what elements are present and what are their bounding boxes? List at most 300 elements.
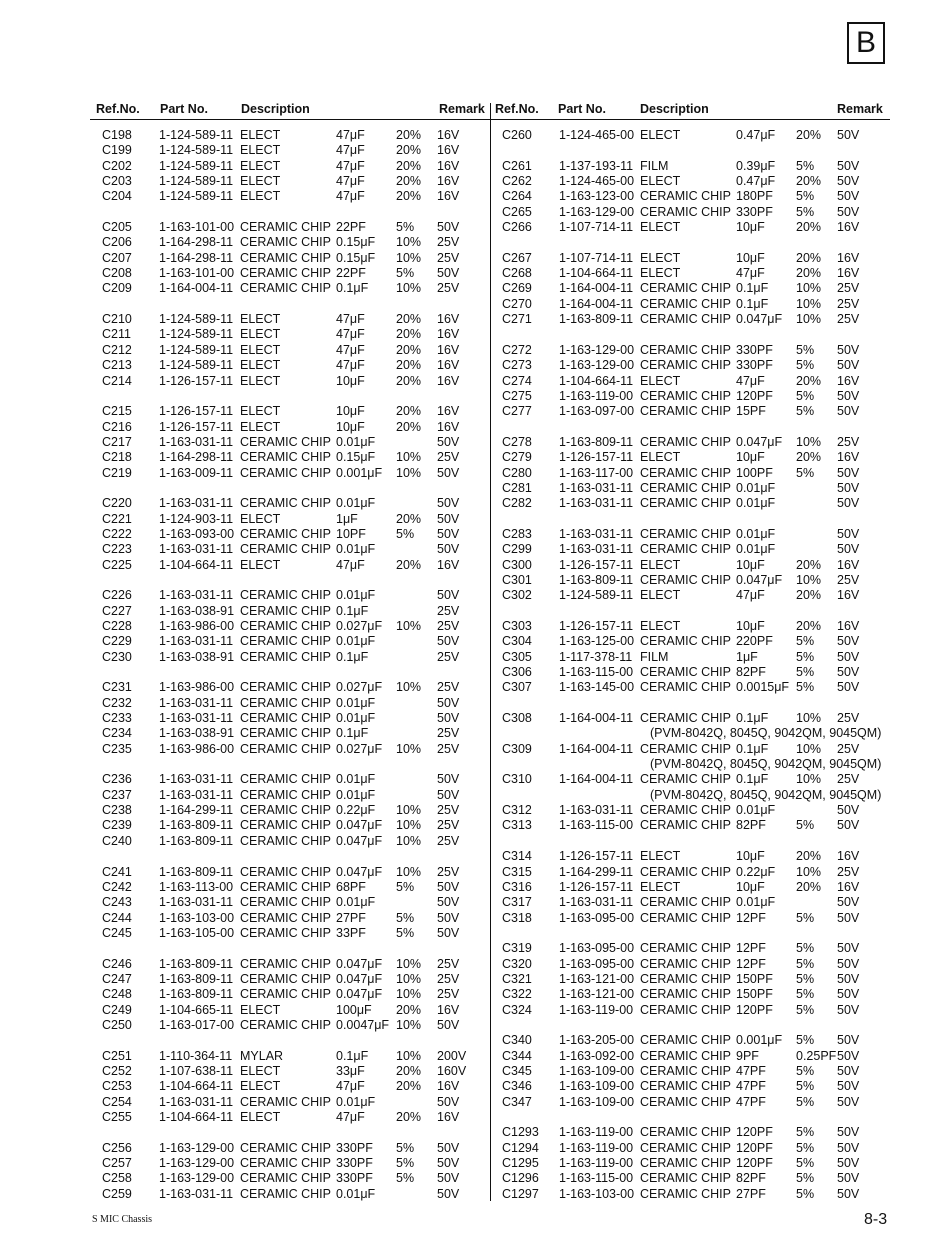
- description-cell: ELECT: [240, 327, 281, 342]
- voltage-cell: 25V: [837, 434, 860, 449]
- value-cell: 0.01μF: [736, 480, 776, 495]
- voltage-cell: 50V: [837, 680, 860, 695]
- column-divider: [490, 103, 491, 1201]
- value-cell: 27PF: [336, 910, 366, 925]
- part-no-cell: 1-163-038-91: [159, 649, 235, 664]
- tolerance-cell: 10%: [796, 741, 822, 756]
- part-no-cell: 1-163-129-00: [559, 342, 635, 357]
- table-row: [92, 895, 490, 910]
- ref-no-cell: C223: [102, 542, 132, 557]
- part-no-cell: 1-163-986-00: [159, 619, 235, 633]
- tolerance-cell: 5%: [796, 1079, 815, 1094]
- table-row: [92, 865, 490, 880]
- table-row: [92, 1018, 490, 1033]
- description-cell: CERAMIC CHIP: [640, 572, 731, 587]
- table-row: [92, 143, 490, 158]
- part-no-cell: 1-163-101-00: [159, 266, 235, 281]
- table-row: [492, 849, 890, 864]
- value-cell: 12PF: [736, 910, 766, 925]
- table-row: [492, 189, 890, 204]
- ref-no-cell: C248: [102, 987, 132, 1002]
- part-no-cell: 1-107-714-11: [559, 220, 634, 235]
- part-no-cell: 1-163-031-11: [159, 588, 234, 603]
- ref-no-cell: C309: [502, 741, 532, 756]
- voltage-cell: 25V: [437, 250, 460, 265]
- table-row: [492, 466, 890, 481]
- ref-no-cell: C233: [102, 711, 132, 726]
- voltage-cell: 16V: [837, 879, 860, 894]
- table-row: [92, 189, 490, 204]
- ref-no-cell: C310: [502, 772, 532, 787]
- value-cell: 330PF: [336, 1140, 373, 1155]
- header-part-no: Part No.: [160, 102, 208, 116]
- value-cell: 0.1μF: [336, 603, 369, 618]
- tolerance-cell: 5%: [796, 665, 815, 680]
- part-no-cell: 1-126-157-11: [159, 373, 234, 388]
- tolerance-cell: 20%: [796, 128, 822, 142]
- ref-no-cell: C250: [102, 1017, 132, 1032]
- voltage-cell: 16V: [837, 220, 860, 235]
- value-cell: 47μF: [336, 1079, 365, 1094]
- value-cell: 0.1μF: [736, 772, 769, 787]
- tolerance-cell: 5%: [796, 818, 815, 833]
- table-row: [92, 696, 490, 711]
- tolerance-cell: 10%: [396, 971, 422, 986]
- value-cell: 0.047μF: [336, 864, 383, 879]
- description-cell: ELECT: [640, 849, 681, 864]
- part-no-cell: 1-163-031-11: [159, 895, 234, 910]
- description-cell: CERAMIC CHIP: [640, 1063, 731, 1078]
- part-no-cell: 1-163-986-00: [159, 680, 235, 695]
- voltage-cell: 25V: [437, 741, 460, 756]
- list-item-note: [492, 726, 890, 741]
- row-spacer: [92, 297, 490, 312]
- part-no-cell: 1-163-031-11: [159, 434, 234, 449]
- tolerance-cell: 10%: [796, 864, 822, 879]
- tolerance-cell: 5%: [796, 388, 815, 403]
- part-no-cell: 1-126-157-11: [159, 419, 234, 434]
- voltage-cell: 16V: [437, 312, 460, 327]
- ref-no-cell: C204: [102, 189, 132, 204]
- tolerance-cell: 20%: [396, 143, 422, 158]
- description-cell: CERAMIC CHIP: [640, 1033, 731, 1048]
- part-no-cell: 1-163-123-00: [559, 189, 635, 204]
- part-no-cell: 1-126-157-11: [559, 450, 634, 465]
- value-cell: 0.001μF: [336, 465, 383, 480]
- description-cell: CERAMIC CHIP: [640, 388, 731, 403]
- ref-no-cell: C260: [502, 128, 532, 142]
- part-no-cell: 1-163-205-00: [559, 1033, 635, 1048]
- part-no-cell: 1-124-589-11: [159, 143, 234, 158]
- voltage-cell: 50V: [437, 772, 460, 787]
- value-cell: 0.047μF: [736, 572, 783, 587]
- tolerance-cell: 5%: [396, 526, 415, 541]
- value-cell: 82PF: [736, 818, 766, 833]
- ref-no-cell: C301: [502, 572, 532, 587]
- value-cell: 0.1μF: [736, 296, 769, 311]
- value-cell: 47μF: [736, 373, 765, 388]
- value-cell: 0.0047μF: [336, 1017, 390, 1032]
- description-cell: CERAMIC CHIP: [240, 496, 331, 511]
- ref-no-cell: C320: [502, 956, 532, 971]
- part-no-cell: 1-163-095-00: [559, 956, 635, 971]
- part-no-cell: 1-163-809-11: [159, 956, 234, 971]
- value-cell: 0.15μF: [336, 450, 376, 465]
- value-cell: 0.22μF: [336, 803, 376, 818]
- row-spacer: [92, 665, 490, 680]
- table-row: [92, 251, 490, 266]
- table-row: [492, 558, 890, 573]
- ref-no-cell: C346: [502, 1079, 532, 1094]
- table-row: [92, 972, 490, 987]
- value-cell: 0.1μF: [736, 741, 769, 756]
- part-no-cell: 1-163-809-11: [159, 971, 234, 986]
- table-row: [92, 435, 490, 450]
- ref-no-cell: C324: [502, 1002, 532, 1017]
- tolerance-cell: 20%: [396, 511, 422, 526]
- value-cell: 330PF: [336, 1171, 373, 1186]
- voltage-cell: 50V: [837, 342, 860, 357]
- description-cell: MYLAR: [240, 1048, 284, 1063]
- value-cell: 0.027μF: [336, 619, 383, 633]
- table-row: [492, 987, 890, 1002]
- ref-no-cell: C238: [102, 803, 132, 818]
- table-row: [492, 1095, 890, 1110]
- part-no-cell: 1-163-031-11: [559, 803, 634, 818]
- tolerance-cell: 5%: [796, 1033, 815, 1048]
- voltage-cell: 50V: [837, 1033, 860, 1048]
- voltage-cell: 50V: [437, 220, 460, 235]
- voltage-cell: 50V: [437, 1017, 460, 1032]
- description-cell: ELECT: [240, 312, 281, 327]
- value-cell: 0.047μF: [336, 818, 383, 833]
- value-cell: 150PF: [736, 987, 773, 1002]
- table-row: [492, 527, 890, 542]
- tolerance-cell: 10%: [796, 281, 822, 296]
- ref-no-cell: C270: [502, 296, 532, 311]
- part-no-cell: 1-163-129-00: [559, 358, 635, 373]
- voltage-cell: 16V: [437, 189, 460, 204]
- ref-no-cell: C1297: [502, 1186, 539, 1201]
- part-no-cell: 1-163-031-11: [159, 772, 234, 787]
- value-cell: 0.01μF: [736, 526, 776, 541]
- value-cell: 150PF: [736, 971, 773, 986]
- voltage-cell: 200V: [437, 1048, 467, 1063]
- voltage-cell: 16V: [837, 557, 860, 572]
- part-no-cell: 1-107-638-11: [159, 1063, 234, 1078]
- ref-no-cell: C314: [502, 849, 532, 864]
- tolerance-cell: 5%: [796, 1156, 815, 1171]
- table-row: [92, 726, 490, 741]
- ref-no-cell: C245: [102, 925, 132, 940]
- part-no-cell: 1-163-119-00: [559, 1156, 634, 1171]
- value-cell: 10μF: [736, 879, 765, 894]
- ref-no-cell: C228: [102, 619, 132, 633]
- part-no-cell: 1-163-031-11: [159, 634, 234, 649]
- tolerance-cell: 5%: [796, 1140, 815, 1155]
- description-cell: CERAMIC CHIP: [240, 266, 331, 281]
- ref-no-cell: C198: [102, 128, 132, 142]
- ref-no-cell: C267: [502, 250, 532, 265]
- table-row: [92, 880, 490, 895]
- ref-no-cell: C203: [102, 174, 132, 189]
- row-spacer: [492, 327, 890, 342]
- part-no-cell: 1-164-298-11: [159, 450, 234, 465]
- part-no-cell: 1-163-031-11: [159, 787, 234, 802]
- voltage-cell: 16V: [437, 158, 460, 173]
- ref-no-cell: C347: [502, 1094, 532, 1109]
- row-spacer: [92, 757, 490, 772]
- part-no-cell: 1-164-004-11: [559, 711, 634, 726]
- voltage-cell: 50V: [437, 434, 460, 449]
- value-cell: 10μF: [736, 619, 765, 633]
- tolerance-cell: 20%: [396, 1063, 422, 1078]
- part-no-cell: 1-163-117-00: [559, 465, 634, 480]
- ref-no-cell: C1296: [502, 1171, 539, 1186]
- tolerance-cell: 5%: [396, 266, 415, 281]
- description-cell: CERAMIC CHIP: [640, 910, 731, 925]
- description-cell: CERAMIC CHIP: [240, 1156, 331, 1171]
- table-row: [92, 527, 490, 542]
- description-cell: CERAMIC CHIP: [640, 956, 731, 971]
- table-row: [92, 680, 490, 695]
- description-cell: CERAMIC CHIP: [240, 695, 331, 710]
- description-cell: ELECT: [240, 158, 281, 173]
- voltage-cell: 16V: [437, 557, 460, 572]
- ref-no-cell: C303: [502, 619, 532, 633]
- voltage-cell: 50V: [437, 1094, 460, 1109]
- ref-no-cell: C254: [102, 1094, 132, 1109]
- part-no-cell: 1-163-113-00: [159, 879, 234, 894]
- description-cell: CERAMIC CHIP: [640, 342, 731, 357]
- value-cell: 1μF: [736, 649, 758, 664]
- tolerance-cell: 10%: [396, 818, 422, 833]
- ref-no-cell: C253: [102, 1079, 132, 1094]
- description-cell: CERAMIC CHIP: [240, 787, 331, 802]
- value-cell: 0.01μF: [736, 496, 776, 511]
- part-no-cell: 1-163-809-11: [159, 833, 234, 848]
- description-cell: CERAMIC CHIP: [640, 895, 731, 910]
- voltage-cell: 50V: [437, 511, 460, 526]
- ref-no-cell: C246: [102, 956, 132, 971]
- part-no-cell: 1-163-031-11: [559, 895, 634, 910]
- description-cell: ELECT: [240, 174, 281, 189]
- value-cell: 0.01μF: [336, 434, 376, 449]
- table-row: [492, 174, 890, 189]
- table-row: [92, 374, 490, 389]
- header-remark: Remark: [837, 102, 883, 116]
- part-no-cell: 1-104-664-11: [159, 557, 234, 572]
- ref-no-cell: C211: [102, 327, 131, 342]
- table-row: [492, 880, 890, 895]
- voltage-cell: 16V: [437, 143, 460, 158]
- value-cell: 0.47μF: [736, 174, 776, 189]
- table-row: [492, 957, 890, 972]
- part-no-cell: 1-104-665-11: [159, 1002, 234, 1017]
- tolerance-cell: 5%: [796, 189, 815, 204]
- table-row: [92, 957, 490, 972]
- ref-no-cell: C236: [102, 772, 132, 787]
- description-cell: ELECT: [640, 266, 681, 281]
- part-no-cell: 1-163-031-11: [159, 496, 234, 511]
- value-cell: 0.01μF: [336, 711, 376, 726]
- voltage-cell: 50V: [837, 204, 860, 219]
- table-row: [92, 159, 490, 174]
- ref-no-cell: C230: [102, 649, 132, 664]
- table-row: [492, 297, 890, 312]
- value-cell: 47μF: [336, 557, 365, 572]
- part-no-cell: 1-163-103-00: [559, 1186, 635, 1201]
- value-cell: 330PF: [736, 342, 773, 357]
- table-row: [492, 159, 890, 174]
- description-cell: CERAMIC CHIP: [240, 1140, 331, 1155]
- voltage-cell: 50V: [837, 465, 860, 480]
- table-row: [492, 1125, 890, 1140]
- value-cell: 0.1μF: [336, 649, 369, 664]
- ref-no-cell: C221: [102, 511, 132, 526]
- table-row: [92, 404, 490, 419]
- list-item-note: [492, 757, 890, 772]
- value-cell: 0.01μF: [336, 496, 376, 511]
- description-cell: CERAMIC CHIP: [240, 281, 331, 296]
- ref-no-cell: C212: [102, 342, 132, 357]
- table-row: [92, 634, 490, 649]
- value-cell: 0.01μF: [736, 895, 776, 910]
- description-cell: CERAMIC CHIP: [240, 956, 331, 971]
- table-row: [92, 619, 490, 634]
- row-spacer: [92, 573, 490, 588]
- description-cell: ELECT: [640, 373, 681, 388]
- tolerance-cell: 20%: [796, 557, 822, 572]
- ref-no-cell: C216: [102, 419, 132, 434]
- part-no-cell: 1-163-145-00: [559, 680, 635, 695]
- part-no-cell: 1-164-299-11: [159, 803, 234, 818]
- description-cell: ELECT: [240, 358, 281, 373]
- table-row: [492, 665, 890, 680]
- voltage-cell: 50V: [837, 941, 860, 956]
- description-cell: CERAMIC CHIP: [640, 1048, 731, 1063]
- part-no-cell: 1-164-004-11: [559, 296, 634, 311]
- voltage-cell: 50V: [837, 971, 860, 986]
- ref-no-cell: C219: [102, 465, 132, 480]
- part-no-cell: 1-124-465-00: [559, 128, 635, 142]
- value-cell: 33μF: [336, 1063, 365, 1078]
- description-cell: ELECT: [640, 557, 681, 572]
- table-row: [492, 619, 890, 634]
- description-cell: ELECT: [640, 588, 681, 603]
- part-no-cell: 1-126-157-11: [559, 879, 634, 894]
- ref-no-cell: C268: [502, 266, 532, 281]
- description-cell: ELECT: [640, 128, 681, 142]
- table-row: [492, 895, 890, 910]
- description-cell: CERAMIC CHIP: [640, 971, 731, 986]
- value-cell: 47μF: [736, 266, 765, 281]
- voltage-cell: 25V: [437, 864, 460, 879]
- description-cell: CERAMIC CHIP: [640, 189, 731, 204]
- ref-no-cell: C300: [502, 557, 532, 572]
- part-no-cell: 1-164-298-11: [159, 250, 234, 265]
- table-row: [492, 972, 890, 987]
- description-cell: FILM: [640, 649, 669, 664]
- ref-no-cell: C316: [502, 879, 532, 894]
- voltage-cell: 50V: [837, 542, 860, 557]
- description-cell: CERAMIC CHIP: [640, 1156, 731, 1171]
- table-row: [492, 865, 890, 880]
- tolerance-cell: 10%: [796, 711, 822, 726]
- tolerance-cell: 5%: [796, 1094, 815, 1109]
- table-row: [92, 128, 490, 143]
- tolerance-cell: 5%: [796, 941, 815, 956]
- value-cell: 0.01μF: [336, 634, 376, 649]
- ref-no-cell: C207: [102, 250, 132, 265]
- description-cell: ELECT: [240, 342, 281, 357]
- table-row: [92, 420, 490, 435]
- part-no-cell: 1-163-031-11: [159, 1094, 234, 1109]
- tolerance-cell: 10%: [396, 803, 422, 818]
- ref-no-cell: C213: [102, 358, 132, 373]
- table-row: [492, 450, 890, 465]
- ref-no-cell: C218: [102, 450, 132, 465]
- ref-no-cell: C232: [102, 695, 132, 710]
- ref-no-cell: C205: [102, 220, 132, 235]
- table-row: [92, 512, 490, 527]
- voltage-cell: 25V: [437, 803, 460, 818]
- table-row: [92, 466, 490, 481]
- footer-chassis-name: S MIC Chassis: [92, 1214, 153, 1225]
- voltage-cell: 16V: [837, 849, 860, 864]
- table-row: [92, 327, 490, 342]
- tolerance-cell: 10%: [396, 250, 422, 265]
- ref-no-cell: C241: [102, 864, 132, 879]
- table-row: [92, 604, 490, 619]
- ref-no-cell: C345: [502, 1063, 532, 1078]
- part-no-cell: 1-124-589-11: [159, 128, 234, 142]
- part-no-cell: 1-164-004-11: [559, 772, 634, 787]
- voltage-cell: 25V: [437, 833, 460, 848]
- table-row: [92, 174, 490, 189]
- value-cell: 0.01μF: [736, 803, 776, 818]
- part-no-cell: 1-163-809-11: [559, 434, 634, 449]
- table-row: [492, 1003, 890, 1018]
- ref-no-cell: C235: [102, 741, 132, 756]
- table-row: [492, 358, 890, 373]
- part-no-cell: 1-163-092-00: [559, 1048, 635, 1063]
- table-row: [92, 803, 490, 818]
- table-row: [492, 1079, 890, 1094]
- ref-no-cell: C210: [102, 312, 132, 327]
- voltage-cell: 50V: [837, 1125, 860, 1140]
- description-cell: CERAMIC CHIP: [240, 879, 331, 894]
- value-cell: 0.1μF: [736, 281, 769, 296]
- description-cell: CERAMIC CHIP: [640, 1186, 731, 1201]
- tolerance-cell: 10%: [396, 864, 422, 879]
- tolerance-cell: 5%: [396, 1140, 415, 1155]
- description-cell: CERAMIC CHIP: [640, 496, 731, 511]
- part-no-cell: 1-163-119-00: [559, 1002, 634, 1017]
- description-cell: CERAMIC CHIP: [240, 741, 331, 756]
- description-cell: CERAMIC CHIP: [640, 1171, 731, 1186]
- value-cell: 0.15μF: [336, 235, 376, 250]
- description-cell: CERAMIC CHIP: [240, 250, 331, 265]
- value-cell: 10PF: [336, 526, 366, 541]
- part-no-cell: 1-163-986-00: [159, 741, 235, 756]
- ref-no-cell: C237: [102, 787, 132, 802]
- ref-no-cell: C239: [102, 818, 132, 833]
- description-cell: CERAMIC CHIP: [240, 772, 331, 787]
- value-cell: 10μF: [736, 849, 765, 864]
- ref-no-cell: C1295: [502, 1156, 539, 1171]
- part-no-cell: 1-163-031-11: [159, 711, 234, 726]
